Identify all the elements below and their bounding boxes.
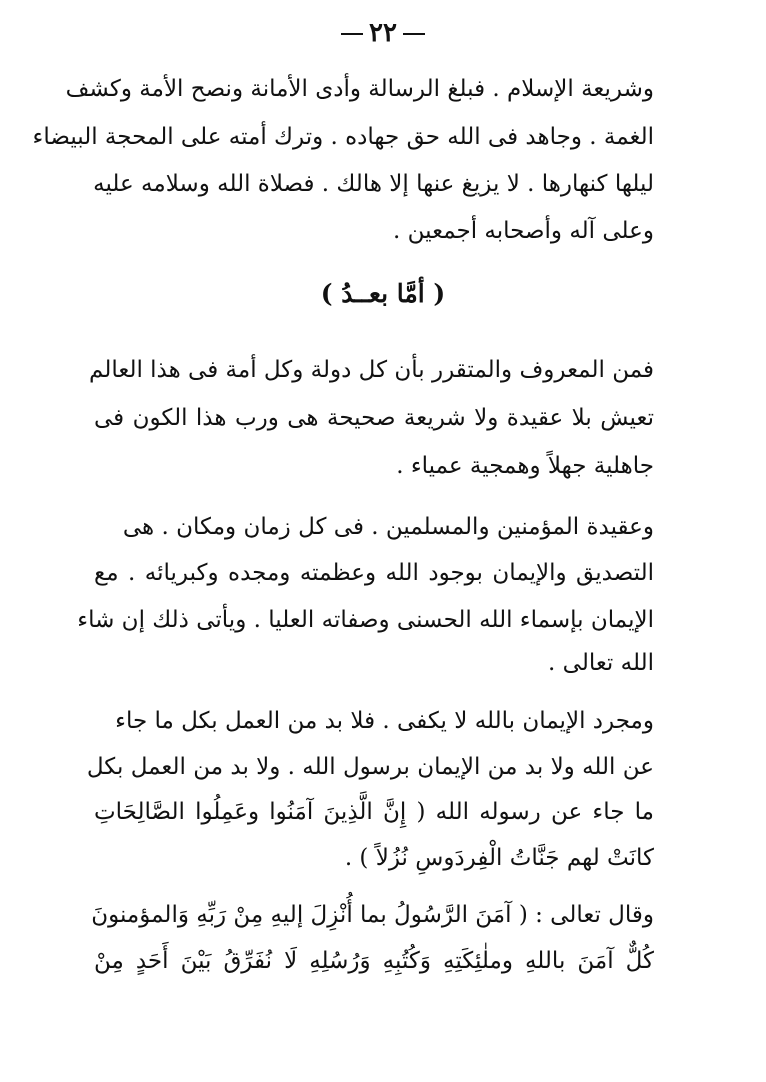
paragraph-3-line-4: الله تعالى . [548, 650, 654, 676]
page-number-text: ٢٢ [369, 18, 397, 48]
paragraph-3-line-3: الإيمان بإسماء الله الحسنى وصفاته العليا . ويأتى ذلك إن شاء [77, 607, 654, 633]
paragraph-4-line-4: كانَتْ لهم جَنَّاتُ الْفِردَوسِ نُزُلاً ) . [344, 845, 654, 871]
paragraph-4-line-3: ما جاء عن رسوله الله ( إِنَّ الَّذِينَ آمَنُوا وعَمِلُوا الصَّالِحَاتِ [94, 799, 654, 825]
paragraph-1-line-4: وعلى آله وأصحابه أجمعين . [393, 218, 654, 244]
paragraph-5-line-2: كُلٌّ آمَنَ باللهِ وملٰئِكَتِهِ وَكُتُبِهِ وَرُسُلِهِ لَا نُفَرِّقُ بَيْنَ أَحَدٍ مِنْ [94, 948, 654, 974]
paragraph-2-line-1: فمن المعروف والمتقرر بأن كل دولة وكل أمة فى هذا العالم [89, 357, 654, 383]
paragraph-5-line-1: وقال تعالى : ( آمَنَ الرَّسُولُ بما أُنْزِلَ إليهِ مِنْ رَبِّهِ وَالمؤمنونَ [91, 902, 654, 928]
paragraph-1-line-2: الغمة . وجاهد فى الله حق جهاده . وترك أمته على المحجة البيضاء [32, 124, 654, 150]
paragraph-1-line-3: ليلها كنهارها . لا يزيغ عنها إلا هالك . فصلاة الله وسلامه عليه [93, 171, 654, 197]
page-number [0, 18, 766, 48]
section-heading: ( أمَّا بعــدُ ) [320, 279, 446, 308]
page-number-dash-right [403, 33, 425, 35]
paragraph-3-line-1: وعقيدة المؤمنين والمسلمين . فى كل زمان ومكان . هى [122, 514, 654, 540]
paragraph-2-line-3: جاهلية جهلاً وهمجية عمياء . [396, 453, 654, 479]
paragraph-2-line-2: تعيش بلا عقيدة ولا شريعة صحيحة هى ورب هذا الكون فى [94, 405, 654, 431]
page-number-dash-left [341, 33, 363, 35]
paragraph-4-line-2: عن الله ولا بد من الإيمان برسول الله . ولا بد من العمل بكل [86, 754, 654, 780]
paragraph-1-line-1: وشريعة الإسلام . فبلغ الرسالة وأدى الأمانة ونصح الأمة وكشف [65, 76, 654, 102]
paragraph-4-line-1: ومجرد الإيمان بالله لا يكفى . فلا بد من العمل بكل ما جاء [115, 708, 654, 734]
paragraph-3-line-2: التصديق والإيمان بوجود الله وعظمته ومجده وكبريائه . مع [94, 560, 654, 586]
